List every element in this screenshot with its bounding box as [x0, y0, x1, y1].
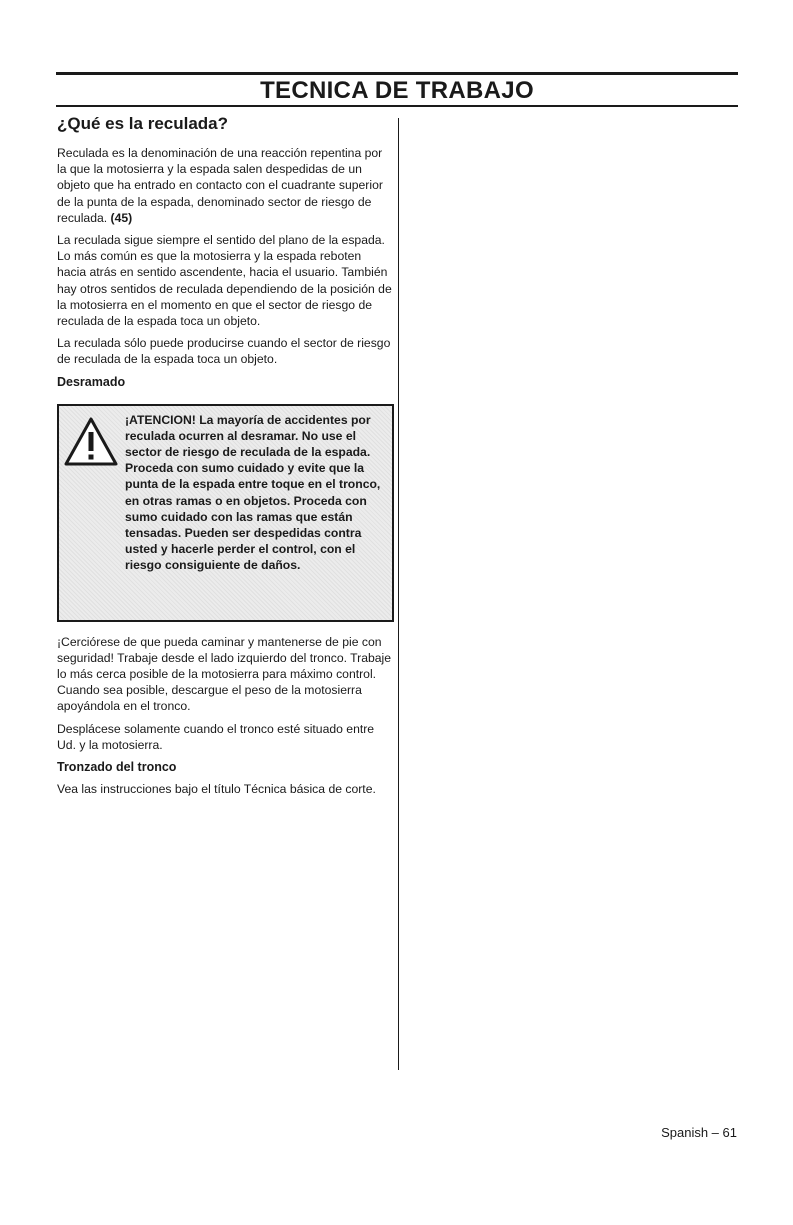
left-column — [57, 113, 393, 803]
kickback-condition-paragraph: La reculada sólo puede producirse cuando el sector de riesgo de reculada de la espada toca un objeto. — [57, 336, 391, 367]
warning-box — [57, 404, 394, 622]
header-bottom-rule — [56, 105, 738, 107]
figure-reference: (45) — [110, 210, 133, 225]
column-divider — [398, 118, 399, 1070]
warning-triangle-icon — [63, 416, 119, 468]
warning-text: ¡ATENCION! La mayoría de accidentes por reculada ocurren al desramar. No use el sector de riesgo de reculada de la espada. Proceda con sumo cuidado y evite que la punta de la espada entre toque en el tronco, en otras ramas o en objetos. Proceda con sumo cuidado con las ramas que están tensadas. Pueden ser despedidas contra usted y hacerle perder el control, con el riesgo consiguiente de daños. — [125, 412, 381, 573]
moving-paragraph: Desplácese solamente cuando el tronco esté situado entre Ud. y la motosierra. — [57, 721, 375, 752]
header-top-rule — [56, 72, 738, 75]
safety-footing-paragraph: ¡Cerciórese de que pueda caminar y mantenerse de pie con seguridad! Trabaje desde el lado izquierdo del tronco. Trabaje lo más cerca posible de la motosierra para máximo control. Cuando sea posible, descargue el peso de la motosierra apoyándola en el tronco. — [57, 634, 392, 714]
limbing-subheading: Desramado — [57, 374, 126, 389]
crosscutting-subheading: Tronzado del tronco — [57, 760, 177, 775]
section-title: TECNICA DE TRABAJO — [260, 77, 534, 104]
crosscutting-paragraph: Vea las instrucciones bajo el título Técnica básica de corte. — [57, 782, 376, 797]
kickback-heading: ¿Qué es la reculada? — [57, 114, 229, 133]
page-number: Spanish – 61 — [661, 1125, 737, 1140]
kickback-definition-paragraph — [57, 145, 393, 226]
kickback-definition-text: Reculada es la denominación de una reacción repentina por la que la motosierra y la espada salen despedidas de un objeto que ha entrado en contacto con el cuadrante superior de la punta de la espada, denominado sector de riesgo de reculada. — [57, 146, 383, 225]
kickback-direction-paragraph: La reculada sigue siempre el sentido del plano de la espada. Lo más común es que la motosierra y la espada reboten hacia atrás en sentido ascendente, hacia el usuario. También hay otros sentidos de reculada dependiendo de la posición de la motosierra en el momento en que el sector de riesgo de reculada de la espada toca un objeto. — [57, 233, 392, 329]
